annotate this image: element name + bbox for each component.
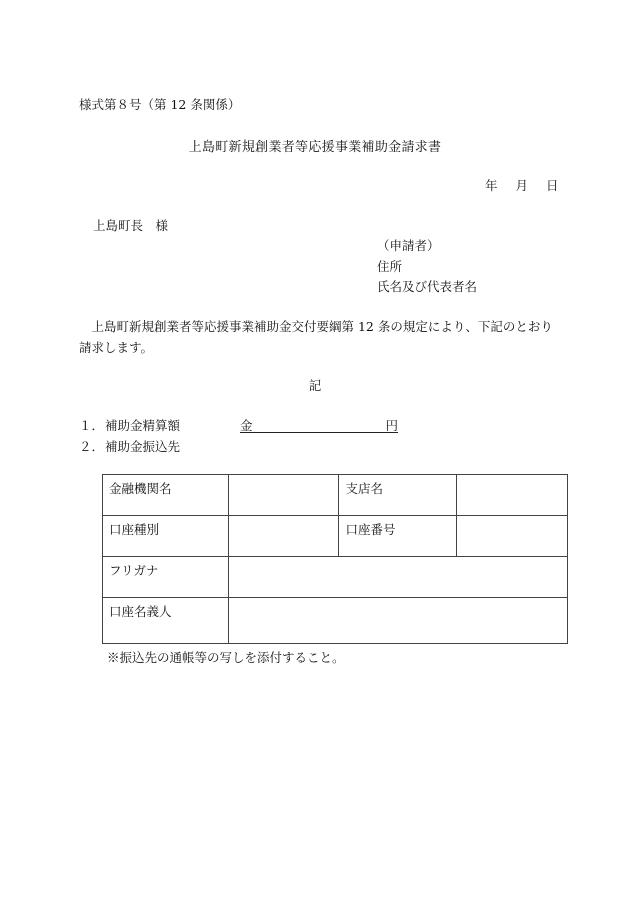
account-number-field[interactable] (457, 516, 568, 557)
item-amount (79, 416, 180, 434)
branch-name-field[interactable] (457, 475, 568, 516)
document-title: 上島町新規創業者等応援事業補助金請求書 (188, 140, 442, 155)
addressee: 上島町長 様 (93, 218, 169, 233)
item-number: １． (79, 418, 105, 433)
table-row (103, 598, 568, 644)
bank-name-field[interactable] (228, 475, 339, 516)
date-line (485, 176, 563, 194)
applicant-label: （申請者） (377, 238, 440, 253)
date-day: 日 (546, 178, 559, 193)
applicant-block (377, 236, 477, 298)
item-number: ２． (79, 439, 105, 454)
table-row (103, 475, 568, 516)
account-type-label: 口座種別 (103, 516, 229, 557)
amount-prefix: 金 (240, 418, 253, 433)
bank-table (102, 474, 568, 644)
ki-heading: 記 (308, 378, 322, 393)
attachment-note: ※振込先の通帳等の写しを添付すること。 (107, 650, 345, 665)
account-holder-label: 口座名義人 (103, 598, 229, 644)
furigana-label: フリガナ (103, 557, 229, 598)
bank-name-label: 金融機関名 (103, 475, 229, 516)
account-type-field[interactable] (228, 516, 339, 557)
item-label: 補助金精算額 (105, 418, 181, 433)
account-holder-field[interactable] (228, 598, 567, 644)
amount-field[interactable] (240, 416, 398, 433)
table-row (103, 516, 568, 557)
form-number: 様式第８号（第 12 条関係） (79, 97, 241, 112)
item-bank (79, 437, 180, 455)
branch-name-label: 支店名 (339, 475, 457, 516)
applicant-address: 住所 (377, 258, 403, 274)
date-month: 月 (515, 178, 529, 193)
account-number-label: 口座番号 (339, 516, 457, 557)
body-text: 上島町新規創業者等応援事業補助金交付要綱第 12 条の規定により、下記のとおり請求します。 (79, 319, 553, 355)
table-row (103, 557, 568, 598)
applicant-name: 氏名及び代表者名 (377, 279, 478, 294)
furigana-field[interactable] (228, 557, 567, 598)
item-label: 補助金振込先 (105, 439, 181, 454)
amount-suffix: 円 (385, 418, 398, 433)
date-year: 年 (485, 178, 498, 193)
